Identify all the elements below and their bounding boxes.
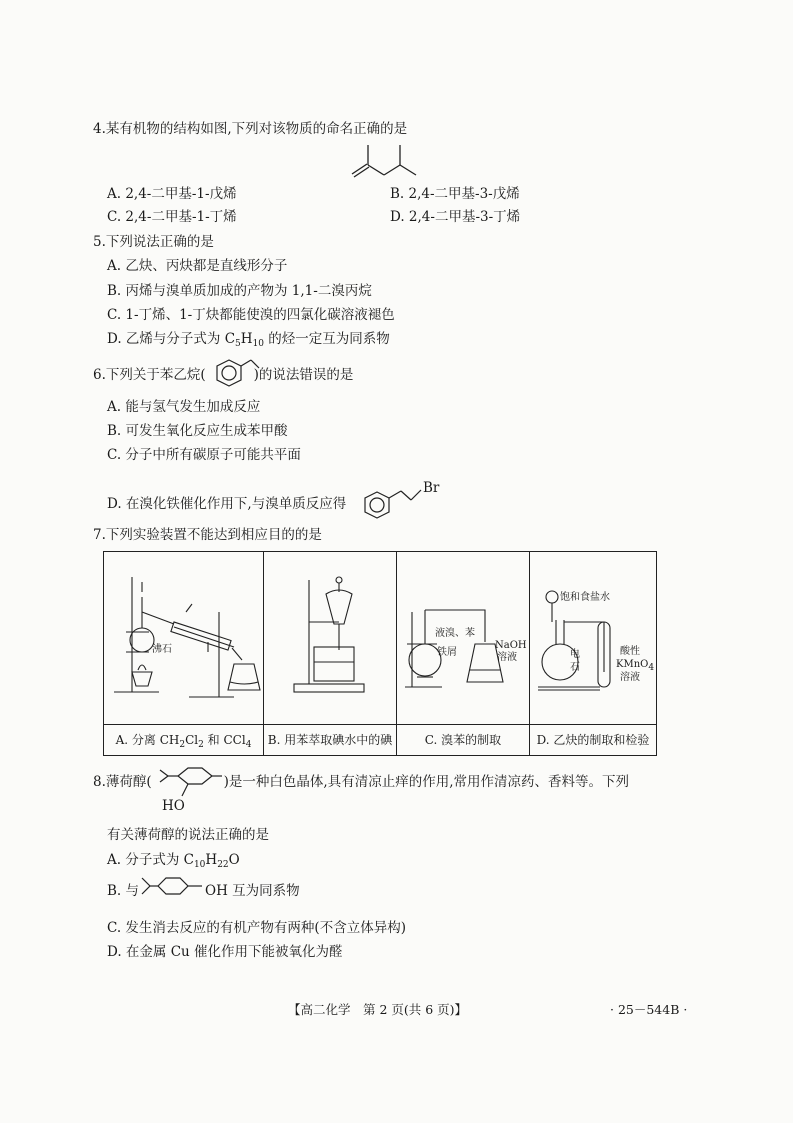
q6-option-b: B. 可发生氧化反应生成苯甲酸 (107, 423, 288, 439)
apparatus-a (104, 552, 264, 755)
calcium-carbide-label-1: 电 (570, 649, 580, 660)
bromoethylbenzene-structure (363, 478, 453, 522)
apparatus-figure (103, 551, 657, 756)
q7-stem: 7.下列实验装置不能达到相应目的的是 (93, 527, 322, 543)
q4-option-d: D. 2,4-二甲基-3-丁烯 (390, 209, 521, 225)
boiling-chips-label: 沸石 (152, 644, 172, 655)
q4-structure-diagram (350, 140, 430, 180)
acidic-label: 酸性 (620, 646, 640, 657)
apparatus-b (264, 552, 397, 755)
apparatus-d (530, 552, 656, 755)
apparatus-c (397, 552, 530, 755)
ethylbenzene-structure (215, 358, 265, 390)
q5-option-c: C. 1-丁烯、1-丁炔都能使溴的四氯化碳溶液褪色 (107, 307, 395, 323)
q6-option-d: D. 在溴化铁催化作用下,与溴单质反应得 (107, 496, 347, 512)
q8-stem: 8.薄荷醇( )是一种白色晶体,具有清凉止痒的作用,常用作清凉药、香料等。下列 (93, 774, 630, 790)
calcium-carbide-label-2: 石 (570, 662, 580, 673)
q8-option-c: C. 发生消去反应的有机产物有两种(不含立体异构) (107, 920, 406, 936)
q4-option-c: C. 2,4-二甲基-1-丁烯 (107, 209, 237, 225)
naoh-solution-label: 溶液 (497, 652, 517, 663)
br-label: Br (423, 480, 440, 496)
page-footer: 【高二化学 第 2 页(共 6 页)】 (288, 1002, 468, 1017)
saturated-brine-label: 饱和食盐水 (560, 592, 610, 603)
q4-option-a: A. 2,4-二甲基-1-戊烯 (107, 186, 237, 202)
caption-b: B. 用苯萃取碘水中的碘 (264, 724, 396, 755)
kmno4-solution-label: 溶液 (620, 672, 640, 683)
q8-stem-line2: 有关薄荷醇的说法正确的是 (107, 827, 269, 843)
separatory-funnel-apparatus (264, 552, 397, 722)
q5-option-d: D. 乙烯与分子式为 $C_5H_{10}$ 的烃一定互为同系物 (107, 331, 390, 349)
q8-option-d: D. 在金属 Cu 催化作用下能被氧化为醛 (107, 944, 343, 960)
q6-option-c: C. 分子中所有碳原子可能共平面 (107, 447, 301, 463)
liquid-bromine-benzene-label: 液溴、苯 (435, 628, 475, 639)
q6-stem: 6.下列关于苯乙烷( )的说法错误的是 (93, 367, 354, 383)
q5-option-b: B. 丙烯与溴单质加成的产物为 1,1-二溴丙烷 (107, 283, 372, 299)
caption-d: D. 乙炔的制取和检验 (530, 724, 656, 755)
naoh-label: NaOH (495, 640, 527, 651)
kmno4-label: KMnO4 (616, 659, 655, 673)
menthol-ho-label: HO (162, 798, 185, 814)
q8-option-b-structure (140, 874, 210, 902)
q5-stem: 5.下列说法正确的是 (93, 234, 214, 250)
q4-option-b: B. 2,4-二甲基-3-戊烯 (390, 186, 520, 202)
caption-c: C. 溴苯的制取 (397, 724, 529, 755)
acetylene-apparatus (530, 552, 656, 722)
distillation-apparatus (104, 552, 264, 722)
q4-stem: 4.某有机物的结构如图,下列对该物质的命名正确的是 (93, 121, 408, 137)
iron-filings-label: 铁屑 (437, 647, 457, 658)
q6-option-a: A. 能与氢气发生加成反应 (107, 399, 261, 415)
caption-a: A. 分离 $CH_2Cl_2$ 和 CCl$_4$ (104, 724, 263, 755)
page-code: · 25－544B · (610, 1002, 688, 1017)
q8-option-b: B. 与 OH 互为同系物 (107, 883, 300, 899)
q8-option-a: A. 分子式为 $C_{10}H_{22}O$ (107, 852, 240, 870)
q5-option-a: A. 乙炔、丙炔都是直线形分子 (107, 258, 288, 274)
